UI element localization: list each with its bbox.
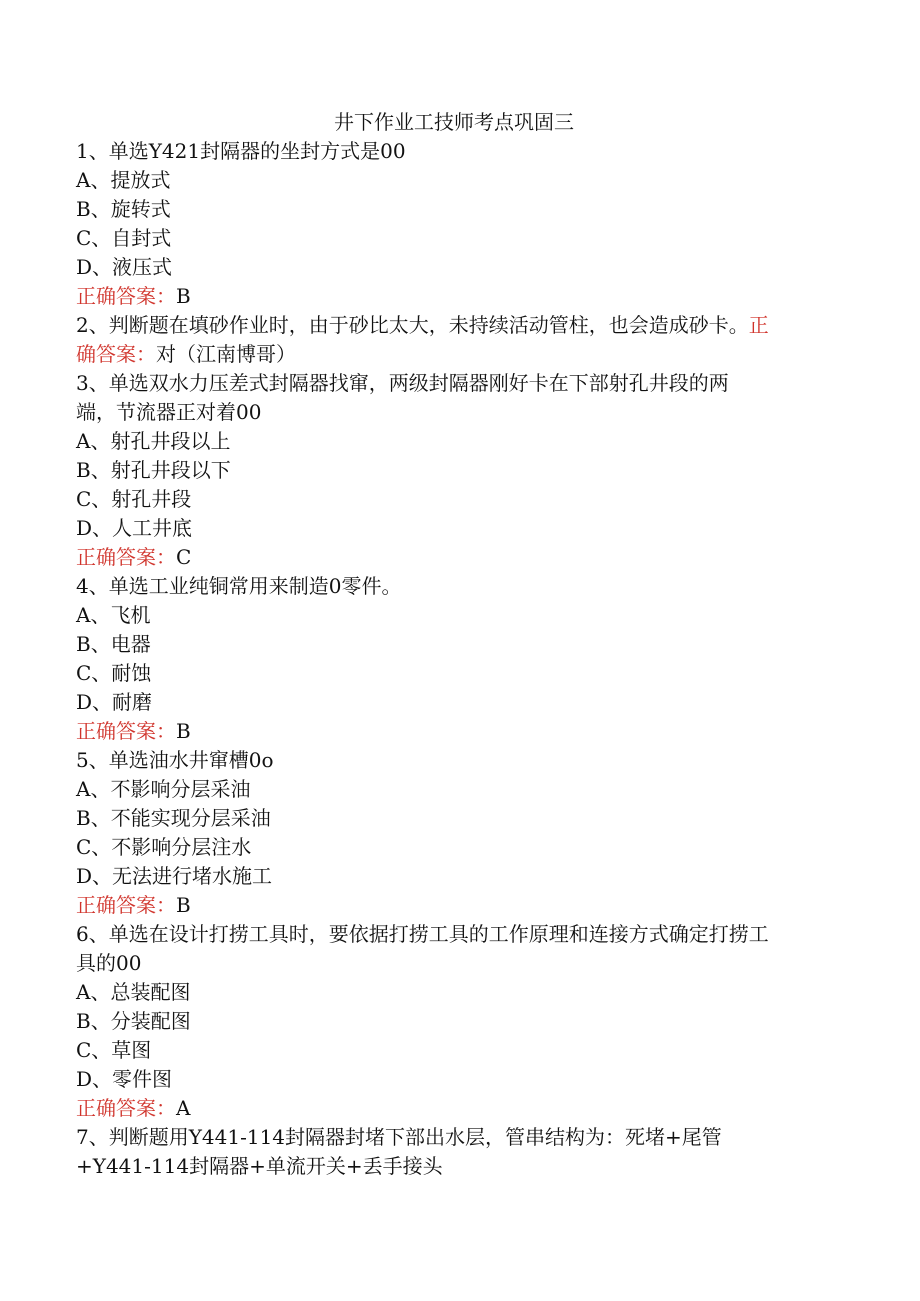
option-b: B、分装配图 — [76, 1009, 191, 1033]
answer-value: 对（江南博哥） — [156, 342, 296, 366]
answer-label: 正确答案： — [76, 719, 176, 743]
question-stem — [76, 311, 832, 340]
question-3 — [76, 369, 832, 572]
question-stem: 5、单选油水井窜槽0o — [76, 748, 274, 772]
answer-line — [76, 282, 832, 311]
option-a: A、射孔井段以上 — [76, 429, 231, 453]
question-5 — [76, 746, 832, 920]
answer-label: 正确答案： — [76, 284, 176, 308]
option-d: D、液压式 — [76, 255, 173, 279]
answer-value: A — [176, 1096, 191, 1120]
option-a: A、不影响分层采油 — [76, 777, 251, 801]
answer-value: B — [176, 284, 191, 308]
option-b: B、旋转式 — [76, 197, 171, 221]
answer-label: 正确答案： — [76, 893, 176, 917]
question-stem-text: 2、判断题在填砂作业时，由于砂比太大，未持续活动管柱，也会造成砂卡。 — [76, 313, 749, 337]
answer-line — [76, 543, 832, 572]
question-stem-line1: 7、判断题用Y441-114封隔器封堵下部出水层，管串结构为：死堵+尾管 — [76, 1125, 722, 1149]
option-d: D、人工井底 — [76, 516, 193, 540]
question-stem-line1: 3、单选双水力压差式封隔器找窜，两级封隔器刚好卡在下部射孔井段的两 — [76, 371, 729, 395]
option-c: C、自封式 — [76, 226, 172, 250]
option-b: B、不能实现分层采油 — [76, 806, 271, 830]
answer-line — [76, 340, 832, 369]
answer-label: 正确答案： — [76, 1096, 176, 1120]
option-c: C、草图 — [76, 1038, 152, 1062]
question-6 — [76, 920, 832, 1123]
answer-label-part1: 正 — [748, 313, 769, 337]
option-c: C、耐蚀 — [76, 661, 152, 685]
option-b: B、射孔井段以下 — [76, 458, 231, 482]
answer-value: C — [176, 545, 192, 569]
option-d: D、耐磨 — [76, 690, 153, 714]
answer-line — [76, 1094, 832, 1123]
page-title: 井下作业工技师考点巩固三 — [334, 110, 574, 134]
question-2 — [76, 311, 832, 369]
option-c: C、射孔井段 — [76, 487, 192, 511]
answer-value: B — [176, 893, 191, 917]
answer-label-part2: 确答案： — [76, 342, 156, 366]
option-a: A、总装配图 — [76, 980, 191, 1004]
answer-line — [76, 891, 832, 920]
document-page — [76, 108, 832, 1181]
question-1 — [76, 137, 832, 311]
option-d: D、无法进行堵水施工 — [76, 864, 273, 888]
question-stem: 1、单选Y421封隔器的坐封方式是00 — [76, 139, 406, 163]
option-b: B、电器 — [76, 632, 151, 656]
question-4 — [76, 572, 832, 746]
option-d: D、零件图 — [76, 1067, 173, 1091]
question-stem-line1: 6、单选在设计打捞工具时，要依据打捞工具的工作原理和连接方式确定打捞工 — [76, 922, 769, 946]
answer-value: B — [176, 719, 191, 743]
question-stem-line2: +Y441-114封隔器+单流开关+丢手接头 — [76, 1154, 443, 1178]
answer-line — [76, 717, 832, 746]
option-a: A、飞机 — [76, 603, 151, 627]
option-a: A、提放式 — [76, 168, 171, 192]
option-c: C、不影响分层注水 — [76, 835, 252, 859]
question-stem-line2: 具的00 — [76, 951, 142, 975]
answer-label: 正确答案： — [76, 545, 176, 569]
question-stem-line2: 端，节流器正对着00 — [76, 400, 262, 424]
question-7 — [76, 1123, 832, 1181]
question-stem: 4、单选工业纯铜常用来制造0零件。 — [76, 574, 402, 598]
